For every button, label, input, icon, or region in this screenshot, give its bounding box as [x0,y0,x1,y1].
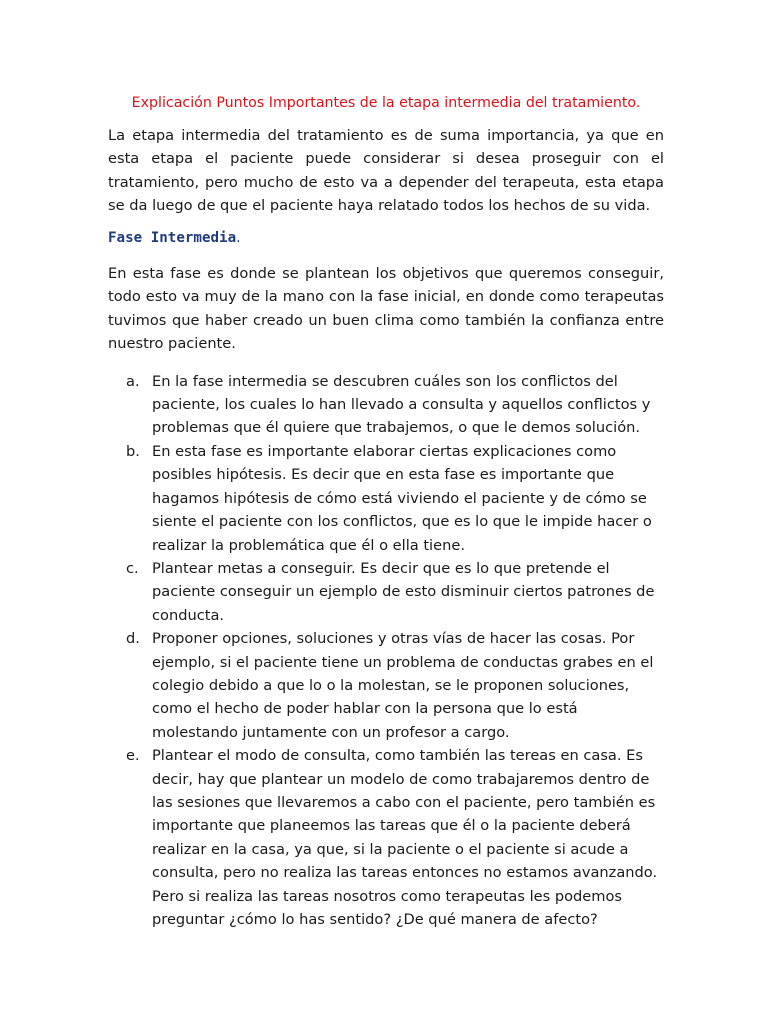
objectives-list [108,370,664,932]
section-paragraph: En esta fase es donde se plantean los objetivos que queremos conseguir, todo esto va muy de la mano con la fase inicial, en donde como terapeutas tuvimos que haber creado un buen clima como también la confianza entre nuestro paciente. [108,265,664,353]
list-item [108,370,664,440]
list-item-text: Plantear el modo de consulta, como también las tereas en casa. Es decir, hay que plantear un modelo de como trabajaremos dentro de las sesiones que llevaremos a cabo con el paciente, pero también es importante que planeemos las tareas que él o la paciente deberá realizar en la casa, ya que, si la paciente o el paciente si acude a consulta, pero no realiza las tareas entonces no estamos avanzando. Pero si realiza las tareas nosotros como terapeutas les podemos preguntar ¿cómo lo has sentido? ¿De qué manera de afecto? [152,747,658,928]
list-item-marker: d. [126,630,140,648]
list-item-marker: e. [126,747,140,765]
intro-paragraph: La etapa intermedia del tratamiento es de suma importancia, ya que en esta etapa el paciente puede considerar si desea proseguir con el tratamiento, pero mucho de esto va a depender del terapeuta, esta etapa se da luego de que el paciente haya relatado todos los hechos de su vida. [108,127,664,215]
document-page [108,92,664,931]
list-item [108,744,664,931]
list-item [108,557,664,627]
section-heading-punct: . [236,229,241,246]
list-item-text: En la fase intermedia se descubren cuáles son los conflictos del paciente, los cuales lo han llevado a consulta y aquellos conflictos y problemas que él quiere que trabajemos, o que le demos solución. [152,372,651,437]
list-item-text: Plantear metas a conseguir. Es decir que es lo que pretende el paciente conseguir un ejemplo de esto disminuir ciertos patrones de conducta. [152,559,655,624]
list-item-marker: b. [126,442,140,460]
list-item-text: En esta fase es importante elaborar ciertas explicaciones como posibles hipótesis. Es decir que en esta fase es importante que hagamos hipótesis de cómo está viviendo el paciente y de cómo se siente el paciente con los conflictos, que es lo que le impide hacer o realizar la problemática que él o ella tiene. [152,442,652,554]
list-item-marker: c. [126,559,139,577]
document-title: Explicación Puntos Importantes de la etapa intermedia del tratamiento. [131,95,641,111]
list-item [108,440,664,557]
list-item-text: Proponer opciones, soluciones y otras vías de hacer las cosas. Por ejemplo, si el paciente tiene un problema de conductas grabes en el colegio debido a que lo o la molestan, se le proponen soluciones, como el hecho de poder hablar con la persona que lo está molestando juntamente con un profesor a cargo. [152,630,654,741]
list-item [108,627,664,744]
list-item-marker: a. [126,372,140,390]
section-heading [108,227,664,250]
section-heading-text: Fase Intermedia [108,229,237,246]
